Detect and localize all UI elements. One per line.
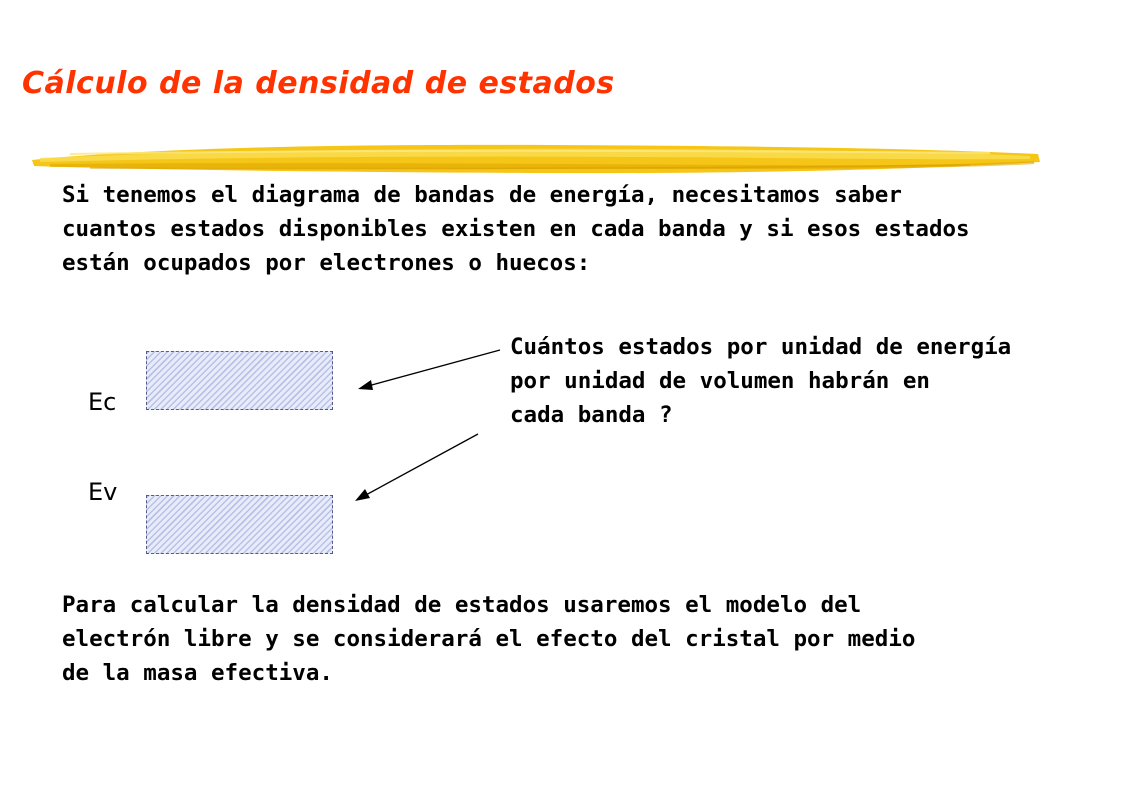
question-line: cada banda ? [510,402,673,428]
intro-paragraph [62,178,970,280]
conclusion-line: electrón libre y se considerará el efecto del cristal por medio [62,626,916,652]
slide-title: Cálculo de la densidad de estados [22,66,615,101]
question-line: Cuántos estados por unidad de energía [510,334,1012,360]
band-question-text [510,330,1011,432]
conduction-band-box [146,351,333,410]
valence-band-box [146,495,333,554]
arrow-to-conduction-band [358,350,500,390]
title-underline-brush [30,136,1042,178]
arrow-to-valence-band [355,434,478,501]
intro-line: cuantos estados disponibles existen en cada banda y si esos estados [62,216,970,242]
conclusion-paragraph [62,588,915,690]
intro-line: Si tenemos el diagrama de bandas de energía, necesitamos saber [62,182,902,208]
conclusion-line: de la masa efectiva. [62,660,333,686]
conduction-band-label: Ec [88,388,117,416]
valence-band-label: Ev [88,478,118,506]
intro-line: están ocupados por electrones o huecos: [62,250,591,276]
conclusion-line: Para calcular la densidad de estados usaremos el modelo del [62,592,862,618]
question-line: por unidad de volumen habrán en [510,368,930,394]
